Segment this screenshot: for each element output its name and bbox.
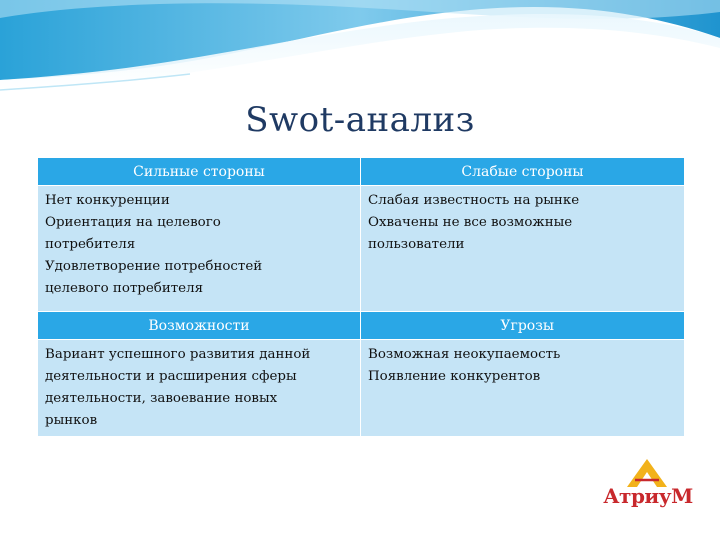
weaknesses-line: Слабая известность на рынке — [368, 193, 580, 208]
threats-header: Угрозы — [361, 312, 685, 340]
opportunities-line: Вариант успешного развития данной — [45, 347, 311, 362]
weaknesses-line: Охвачены не все возможные — [368, 215, 573, 230]
slide-title: Swot-анализ — [245, 100, 475, 140]
strengths-line: Ориентация на целевого — [45, 215, 221, 230]
strengths-header: Сильные стороны — [38, 158, 361, 186]
opportunities-line: деятельности, завоевание новых — [45, 391, 278, 406]
opportunities-cell — [38, 340, 361, 437]
threats-line: Появление конкурентов — [368, 369, 541, 384]
swot-table — [37, 157, 685, 437]
strengths-line: Удовлетворение потребностей — [45, 259, 263, 274]
threats-cell — [361, 340, 685, 437]
strengths-cell — [38, 186, 361, 312]
opportunities-line: рынков — [45, 413, 98, 428]
weaknesses-header: Слабые стороны — [361, 158, 685, 186]
weaknesses-line: пользователи — [368, 237, 465, 252]
decorative-wave-banner — [0, 0, 720, 110]
opportunities-header: Возможности — [38, 312, 361, 340]
threats-line: Возможная неокупаемость — [368, 347, 561, 362]
company-logo — [598, 458, 698, 516]
strengths-line: потребителя — [45, 237, 136, 252]
weaknesses-cell — [361, 186, 685, 312]
logo-text: АтриуМ — [603, 484, 693, 508]
strengths-line: Нет конкуренции — [45, 193, 170, 208]
opportunities-line: деятельности и расширения сферы — [45, 369, 297, 384]
strengths-line: целевого потребителя — [45, 281, 204, 296]
